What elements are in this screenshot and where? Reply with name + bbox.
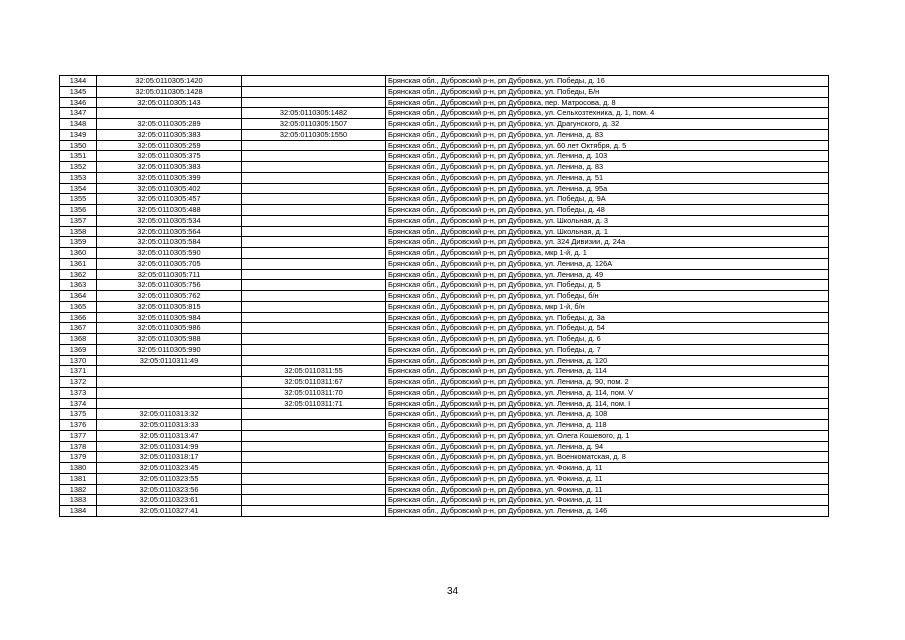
linked-cadastral-number-cell — [242, 280, 386, 291]
table-row — [60, 366, 829, 377]
table-row — [60, 323, 829, 334]
linked-cadastral-number-cell — [242, 323, 386, 334]
table-row — [60, 291, 829, 302]
linked-cadastral-number-cell: 32:05:0110305:1550 — [242, 129, 386, 140]
address-cell: Брянская обл., Дубровский р-н, рп Дубровка, ул. Победы, Б/н — [386, 86, 829, 97]
cadastral-number-cell: 32:05:0110305:990 — [97, 344, 242, 355]
linked-cadastral-number-cell: 32:05:0110311:70 — [242, 387, 386, 398]
cadastral-number-cell: 32:05:0110305:590 — [97, 248, 242, 259]
linked-cadastral-number-cell — [242, 334, 386, 345]
cadastral-number-cell: 32:05:0110311:49 — [97, 355, 242, 366]
table-row — [60, 129, 829, 140]
address-cell: Брянская обл., Дубровский р-н, рп Дубровка, пер. Матросова, д. 8 — [386, 97, 829, 108]
address-cell: Брянская обл., Дубровский р-н, рп Дубровка, ул. Победы, д. 6 — [386, 334, 829, 345]
table-row — [60, 484, 829, 495]
row-number-cell: 1353 — [60, 172, 97, 183]
linked-cadastral-number-cell — [242, 452, 386, 463]
row-number-cell: 1366 — [60, 312, 97, 323]
address-cell: Брянская обл., Дубровский р-н, рп Дубровка, ул. Школьная, д. 1 — [386, 226, 829, 237]
cadastral-number-cell: 32:05:0110305:1420 — [97, 76, 242, 87]
row-number-cell: 1351 — [60, 151, 97, 162]
row-number-cell: 1365 — [60, 301, 97, 312]
linked-cadastral-number-cell: 32:05:0110311:67 — [242, 377, 386, 388]
linked-cadastral-number-cell: 32:05:0110305:1482 — [242, 108, 386, 119]
linked-cadastral-number-cell — [242, 301, 386, 312]
row-number-cell: 1345 — [60, 86, 97, 97]
cadastral-number-cell: 32:05:0110323:45 — [97, 463, 242, 474]
address-cell: Брянская обл., Дубровский р-н, рп Дубровка, ул. Ленина, д. 114 — [386, 366, 829, 377]
table-row — [60, 377, 829, 388]
table-row — [60, 258, 829, 269]
row-number-cell: 1355 — [60, 194, 97, 205]
row-number-cell: 1346 — [60, 97, 97, 108]
cadastral-number-cell: 32:05:0110305:143 — [97, 97, 242, 108]
table-row — [60, 140, 829, 151]
cadastral-number-cell: 32:05:0110318:17 — [97, 452, 242, 463]
linked-cadastral-number-cell — [242, 97, 386, 108]
table-row — [60, 495, 829, 506]
cadastral-number-cell — [97, 387, 242, 398]
address-cell: Брянская обл., Дубровский р-н, рп Дубровка, ул. 324 Дивизии, д. 24а — [386, 237, 829, 248]
linked-cadastral-number-cell — [242, 140, 386, 151]
row-number-cell: 1374 — [60, 398, 97, 409]
row-number-cell: 1377 — [60, 430, 97, 441]
linked-cadastral-number-cell — [242, 172, 386, 183]
table-row — [60, 452, 829, 463]
table-row — [60, 344, 829, 355]
row-number-cell: 1344 — [60, 76, 97, 87]
cadastral-number-cell: 32:05:0110305:289 — [97, 119, 242, 130]
linked-cadastral-number-cell — [242, 495, 386, 506]
row-number-cell: 1383 — [60, 495, 97, 506]
row-number-cell: 1384 — [60, 506, 97, 517]
linked-cadastral-number-cell — [242, 430, 386, 441]
page-number: 34 — [446, 586, 459, 597]
address-cell: Брянская обл., Дубровский р-н, рп Дубровка, ул. Победы, д. 5 — [386, 280, 829, 291]
linked-cadastral-number-cell — [242, 248, 386, 259]
linked-cadastral-number-cell — [242, 484, 386, 495]
address-cell: Брянская обл., Дубровский р-н, рп Дубровка, ул. Фокина, д. 11 — [386, 484, 829, 495]
row-number-cell: 1370 — [60, 355, 97, 366]
linked-cadastral-number-cell — [242, 215, 386, 226]
register-table — [59, 75, 829, 517]
row-number-cell: 1376 — [60, 420, 97, 431]
row-number-cell: 1364 — [60, 291, 97, 302]
table-row — [60, 463, 829, 474]
linked-cadastral-number-cell — [242, 237, 386, 248]
table-row — [60, 119, 829, 130]
cadastral-number-cell: 32:05:0110305:815 — [97, 301, 242, 312]
table-row — [60, 409, 829, 420]
address-cell: Брянская обл., Дубровский р-н, рп Дубровка, ул. Ленина, д. 103 — [386, 151, 829, 162]
row-number-cell: 1356 — [60, 205, 97, 216]
table-row — [60, 183, 829, 194]
table-row — [60, 97, 829, 108]
cadastral-number-cell: 32:05:0110305:564 — [97, 226, 242, 237]
table-row — [60, 76, 829, 87]
register-table-body — [60, 76, 829, 517]
row-number-cell: 1375 — [60, 409, 97, 420]
address-cell: Брянская обл., Дубровский р-н, рп Дубровка, ул. Драгунского, д. 32 — [386, 119, 829, 130]
row-number-cell: 1359 — [60, 237, 97, 248]
linked-cadastral-number-cell — [242, 506, 386, 517]
table-row — [60, 430, 829, 441]
row-number-cell: 1349 — [60, 129, 97, 140]
table-row — [60, 420, 829, 431]
address-cell: Брянская обл., Дубровский р-н, рп Дубровка, ул. Победы, д. 16 — [386, 76, 829, 87]
row-number-cell: 1357 — [60, 215, 97, 226]
address-cell: Брянская обл., Дубровский р-н, рп Дубровка, ул. Ленина, д. 126А — [386, 258, 829, 269]
table-row — [60, 237, 829, 248]
row-number-cell: 1363 — [60, 280, 97, 291]
address-cell: Брянская обл., Дубровский р-н, рп Дубровка, ул. Ленина, д. 95а — [386, 183, 829, 194]
row-number-cell: 1354 — [60, 183, 97, 194]
address-cell: Брянская обл., Дубровский р-н, рп Дубровка, мкр 1-й, д. 1 — [386, 248, 829, 259]
table-row — [60, 205, 829, 216]
table-row — [60, 269, 829, 280]
linked-cadastral-number-cell — [242, 76, 386, 87]
cadastral-number-cell: 32:05:0110323:55 — [97, 473, 242, 484]
row-number-cell: 1379 — [60, 452, 97, 463]
cadastral-number-cell: 32:05:0110305:705 — [97, 258, 242, 269]
address-cell: Брянская обл., Дубровский р-н, рп Дубровка, ул. Сельхозтехника, д. 1, пом. 4 — [386, 108, 829, 119]
row-number-cell: 1369 — [60, 344, 97, 355]
table-row — [60, 312, 829, 323]
address-cell: Брянская обл., Дубровский р-н, рп Дубровка, ул. Победы, д. 3а — [386, 312, 829, 323]
cadastral-number-cell: 32:05:0110305:457 — [97, 194, 242, 205]
row-number-cell: 1380 — [60, 463, 97, 474]
address-cell: Брянская обл., Дубровский р-н, рп Дубровка, ул. Победы, д. 9А — [386, 194, 829, 205]
row-number-cell: 1358 — [60, 226, 97, 237]
cadastral-number-cell: 32:05:0110305:986 — [97, 323, 242, 334]
row-number-cell: 1381 — [60, 473, 97, 484]
table-row — [60, 194, 829, 205]
address-cell: Брянская обл., Дубровский р-н, рп Дубровка, ул. Олега Кошевого, д. 1 — [386, 430, 829, 441]
address-cell: Брянская обл., Дубровский р-н, рп Дубровка, ул. Ленина, д. 90, пом. 2 — [386, 377, 829, 388]
address-cell: Брянская обл., Дубровский р-н, рп Дубровка, ул. Победы, б/н — [386, 291, 829, 302]
table-row — [60, 172, 829, 183]
address-cell: Брянская обл., Дубровский р-н, рп Дубровка, ул. Ленина, д. 146 — [386, 506, 829, 517]
row-number-cell: 1352 — [60, 162, 97, 173]
linked-cadastral-number-cell: 32:05:0110311:71 — [242, 398, 386, 409]
table-row — [60, 398, 829, 409]
cadastral-number-cell: 32:05:0110323:61 — [97, 495, 242, 506]
row-number-cell: 1382 — [60, 484, 97, 495]
linked-cadastral-number-cell: 32:05:0110311:55 — [242, 366, 386, 377]
row-number-cell: 1362 — [60, 269, 97, 280]
table-row — [60, 226, 829, 237]
linked-cadastral-number-cell — [242, 151, 386, 162]
cadastral-number-cell: 32:05:0110305:762 — [97, 291, 242, 302]
table-row — [60, 301, 829, 312]
linked-cadastral-number-cell — [242, 312, 386, 323]
cadastral-number-cell: 32:05:0110305:984 — [97, 312, 242, 323]
cadastral-number-cell: 32:05:0110305:259 — [97, 140, 242, 151]
linked-cadastral-number-cell: 32:05:0110305:1507 — [242, 119, 386, 130]
row-number-cell: 1373 — [60, 387, 97, 398]
linked-cadastral-number-cell — [242, 269, 386, 280]
cadastral-number-cell: 32:05:0110305:711 — [97, 269, 242, 280]
cadastral-number-cell: 32:05:0110305:488 — [97, 205, 242, 216]
address-cell: Брянская обл., Дубровский р-н, рп Дубровка, ул. Ленина, д. 114, пом. V — [386, 387, 829, 398]
table-row — [60, 162, 829, 173]
cadastral-number-cell: 32:05:0110327:41 — [97, 506, 242, 517]
table-row — [60, 473, 829, 484]
address-cell: Брянская обл., Дубровский р-н, рп Дубровка, ул. Победы, д. 48 — [386, 205, 829, 216]
linked-cadastral-number-cell — [242, 194, 386, 205]
cadastral-number-cell: 32:05:0110305:534 — [97, 215, 242, 226]
linked-cadastral-number-cell — [242, 258, 386, 269]
row-number-cell: 1368 — [60, 334, 97, 345]
cadastral-number-cell: 32:05:0110314:99 — [97, 441, 242, 452]
row-number-cell: 1367 — [60, 323, 97, 334]
linked-cadastral-number-cell — [242, 183, 386, 194]
address-cell: Брянская обл., Дубровский р-н, рп Дубровка, ул. Школьная, д. 3 — [386, 215, 829, 226]
cadastral-number-cell: 32:05:0110313:47 — [97, 430, 242, 441]
cadastral-number-cell: 32:05:0110305:375 — [97, 151, 242, 162]
linked-cadastral-number-cell — [242, 355, 386, 366]
table-row — [60, 108, 829, 119]
cadastral-number-cell: 32:05:0110305:383 — [97, 162, 242, 173]
address-cell: Брянская обл., Дубровский р-н, рп Дубровка, ул. Победы, д. 7 — [386, 344, 829, 355]
cadastral-number-cell: 32:05:0110305:756 — [97, 280, 242, 291]
cadastral-number-cell — [97, 377, 242, 388]
address-cell: Брянская обл., Дубровский р-н, рп Дубровка, ул. Ленина, д. 83 — [386, 162, 829, 173]
table-row — [60, 280, 829, 291]
row-number-cell: 1347 — [60, 108, 97, 119]
cadastral-number-cell: 32:05:0110323:56 — [97, 484, 242, 495]
linked-cadastral-number-cell — [242, 205, 386, 216]
address-cell: Брянская обл., Дубровский р-н, рп Дубровка, ул. Ленина, д. 94 — [386, 441, 829, 452]
address-cell: Брянская обл., Дубровский р-н, рп Дубровка, ул. Ленина, д. 51 — [386, 172, 829, 183]
row-number-cell: 1348 — [60, 119, 97, 130]
address-cell: Брянская обл., Дубровский р-н, рп Дубровка, ул. Фокина, д. 11 — [386, 463, 829, 474]
cadastral-number-cell — [97, 108, 242, 119]
row-number-cell: 1378 — [60, 441, 97, 452]
cadastral-number-cell — [97, 398, 242, 409]
cadastral-number-cell — [97, 366, 242, 377]
linked-cadastral-number-cell — [242, 463, 386, 474]
linked-cadastral-number-cell — [242, 441, 386, 452]
table-row — [60, 441, 829, 452]
address-cell: Брянская обл., Дубровский р-н, рп Дубровка, ул. Ленина, д. 108 — [386, 409, 829, 420]
linked-cadastral-number-cell — [242, 344, 386, 355]
address-cell: Брянская обл., Дубровский р-н, рп Дубровка, ул. Фокина, д. 11 — [386, 495, 829, 506]
row-number-cell: 1371 — [60, 366, 97, 377]
address-cell: Брянская обл., Дубровский р-н, рп Дубровка, ул. Фокина, д. 11 — [386, 473, 829, 484]
linked-cadastral-number-cell — [242, 409, 386, 420]
linked-cadastral-number-cell — [242, 473, 386, 484]
table-row — [60, 86, 829, 97]
linked-cadastral-number-cell — [242, 86, 386, 97]
address-cell: Брянская обл., Дубровский р-н, рп Дубровка, ул. Военкоматская, д. 8 — [386, 452, 829, 463]
cadastral-number-cell: 32:05:0110305:402 — [97, 183, 242, 194]
cadastral-number-cell: 32:05:0110313:32 — [97, 409, 242, 420]
row-number-cell: 1350 — [60, 140, 97, 151]
address-cell: Брянская обл., Дубровский р-н, рп Дубровка, ул. Ленина, д. 83 — [386, 129, 829, 140]
address-cell: Брянская обл., Дубровский р-н, рп Дубровка, ул. Победы, д. 54 — [386, 323, 829, 334]
address-cell: Брянская обл., Дубровский р-н, рп Дубровка, мкр 1-й, б/н — [386, 301, 829, 312]
linked-cadastral-number-cell — [242, 162, 386, 173]
cadastral-number-cell: 32:05:0110313:33 — [97, 420, 242, 431]
table-row — [60, 506, 829, 517]
cadastral-number-cell: 32:05:0110305:988 — [97, 334, 242, 345]
cadastral-number-cell: 32:05:0110305:584 — [97, 237, 242, 248]
linked-cadastral-number-cell — [242, 420, 386, 431]
table-row — [60, 215, 829, 226]
row-number-cell: 1372 — [60, 377, 97, 388]
cadastral-number-cell: 32:05:0110305:383 — [97, 129, 242, 140]
address-cell: Брянская обл., Дубровский р-н, рп Дубровка, ул. Ленина, д. 118 — [386, 420, 829, 431]
address-cell: Брянская обл., Дубровский р-н, рп Дубровка, ул. Ленина, д. 49 — [386, 269, 829, 280]
row-number-cell: 1361 — [60, 258, 97, 269]
linked-cadastral-number-cell — [242, 226, 386, 237]
cadastral-number-cell: 32:05:0110305:399 — [97, 172, 242, 183]
address-cell: Брянская обл., Дубровский р-н, рп Дубровка, ул. Ленина, д. 120 — [386, 355, 829, 366]
table-row — [60, 248, 829, 259]
table-row — [60, 387, 829, 398]
cadastral-number-cell: 32:05:0110305:1428 — [97, 86, 242, 97]
table-row — [60, 355, 829, 366]
address-cell: Брянская обл., Дубровский р-н, рп Дубровка, ул. 60 лет Октября, д. 5 — [386, 140, 829, 151]
address-cell: Брянская обл., Дубровский р-н, рп Дубровка, ул. Ленина, д. 114, пом. I — [386, 398, 829, 409]
row-number-cell: 1360 — [60, 248, 97, 259]
linked-cadastral-number-cell — [242, 291, 386, 302]
table-row — [60, 151, 829, 162]
table-row — [60, 334, 829, 345]
